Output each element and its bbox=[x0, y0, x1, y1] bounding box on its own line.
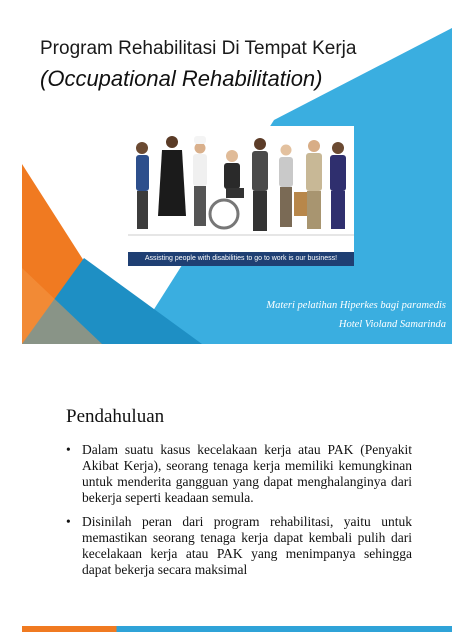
bullet-item bbox=[66, 514, 412, 578]
bullet-symbol: • bbox=[66, 442, 71, 457]
bottom-accent-bar bbox=[22, 626, 452, 632]
training-material-label: Materi pelatihan Hiperkes bagi paramedis bbox=[266, 300, 446, 311]
slide-subtitle: (Occupational Rehabilitation) bbox=[40, 66, 323, 91]
section-heading: Pendahuluan bbox=[66, 406, 165, 427]
slide-title: Program Rehabilitasi Di Tempat Kerja bbox=[40, 38, 357, 59]
venue-label: Hotel Violand Samarinda bbox=[338, 319, 446, 330]
title-slide bbox=[22, 18, 452, 344]
bullet-list bbox=[66, 442, 412, 586]
bullet-text: Dalam suatu kasus kecelakaan kerja atau PAK (Penyakit Akibat Kerja), seorang tenaga kerja memiliki kemungkinan untuk menderita gangguan yang dapat menghalanginya dari bekerja seperti keadaan semula. bbox=[82, 442, 412, 505]
workers-illustration bbox=[128, 126, 354, 252]
bullet-symbol: • bbox=[66, 514, 71, 529]
photo-caption: Assisting people with disabilities to go to work is our business! bbox=[128, 252, 354, 266]
bullet-item bbox=[66, 442, 412, 506]
content-slide bbox=[22, 362, 452, 632]
bullet-text: Disinilah peran dari program rehabilitasi, yaitu untuk memastikan seorang tenaga kerja dapat kembali pulih dari kecelakaan kerja atau PAK yang menimpanya sehingga dapat bekerja secara maksimal bbox=[82, 514, 412, 577]
person-figures bbox=[136, 136, 346, 231]
workers-photo bbox=[128, 126, 354, 266]
